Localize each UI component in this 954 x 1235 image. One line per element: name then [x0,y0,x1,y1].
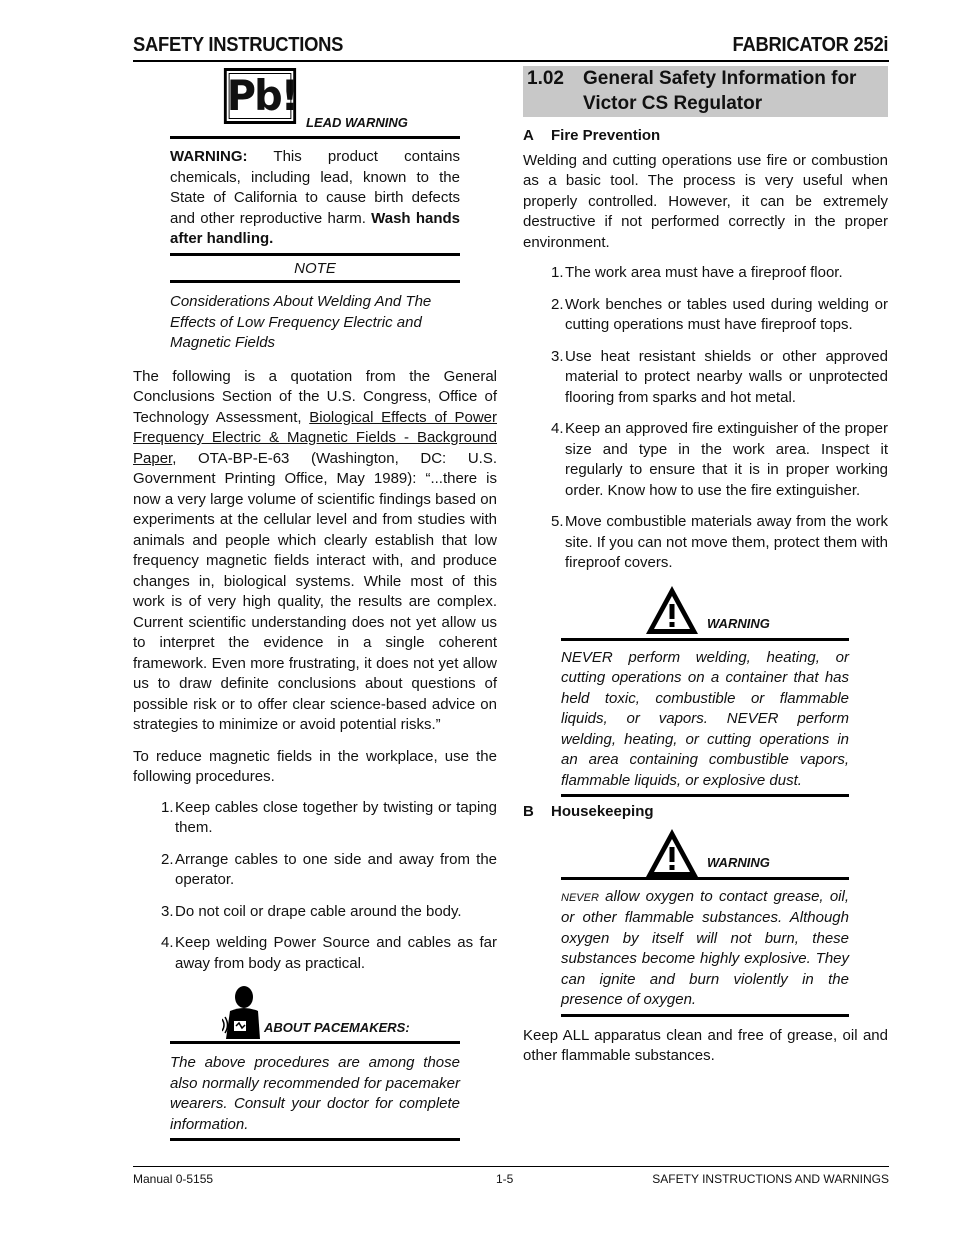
note-title: NOTE [294,259,336,277]
list-item: 2. Work benches or tables used during welding or cutting operations must have fireproof tops. [551,295,888,333]
divider [170,1138,460,1141]
pacemaker-box [170,983,460,1141]
housekeeping-warning-text: NEVER allow oxygen to contact grease, oil, or other flammable substances. Although oxygen by itself will not burn, these substances become highly explosive. They can ignite and burn violently in the presence of oxygen. [561,887,849,1008]
list-item: 4. Keep welding Power Source and cables as far away from body as practical. [161,934,497,972]
header-title-left: SAFETY INSTRUCTIONS [133,34,344,56]
housekeeping-warning-box [561,827,849,1017]
lead-warning-box [170,64,460,357]
reduce-intro: To reduce magnetic fields in the workplace, use the following procedures. [133,747,497,785]
list-item: 3. Use heat resistant shields or other approved material to protect nearby walls or unprotected flooring from sparks and hot metal. [551,347,888,406]
header-rule [133,60,889,62]
divider [561,1014,849,1017]
right-column [523,66,888,1067]
section-title: General Safety Information for Victor CS Regulator [583,68,857,114]
list-item: 1. Keep cables close together by twisting or taping them. [161,798,497,836]
reduce-procedures-list [133,798,497,975]
lead-pb-icon: Pb! [224,68,296,124]
lead-warning-text: WARNING: This product contains chemicals, including lead, known to the State of California to cause birth defects and other reproductive harm. Wash hands after handling. [170,148,460,247]
footer-page-number: 1-5 [496,1172,514,1186]
subsection-housekeeping-heading: B Housekeeping [523,803,654,820]
list-item: 5. Move combustible materials away from the work site. If you can not move them, protect them with fireproof covers. [551,513,888,571]
housekeeping-text: Keep ALL apparatus clean and free of grease, oil and other flammable substances. [523,1026,888,1064]
pacemaker-caption: ABOUT PACEMAKERS: [264,1019,410,1035]
list-item: 4. Keep an approved fire extinguisher of the proper size and type in the work area. Inspect it regularly to ensure that it is in proper working order. Know how to use the fire extinguisher. [551,420,888,499]
lead-warning-caption: LEAD WARNING [306,114,408,130]
note-text: Considerations About Welding And The Effects of Low Frequency Electric and Magnetic Fields [170,293,432,351]
pacemaker-person-icon [222,985,262,1039]
footer-manual-number: Manual 0-5155 [133,1172,214,1186]
header-title-right: FABRICATOR 252i [732,34,888,56]
list-item: 2. Arrange cables to one side and away from the operator. [161,850,497,888]
divider [561,794,849,797]
pacemaker-text: The above procedures are among those also normally recommended for pacemaker wearers. Consult your doctor for complete information. [170,1054,460,1133]
quotation-paragraph: The following is a quotation from the General Conclusions Section of the U.S. Congress, Office of Technology Assessment, Biological Effects of Power Frequency Electric & Magnetic Fields - Background Paper, OTA-BP-E-63 (Washington, DC: U.S. Government Printing Office, May 1989): “...there is now a very large volume of scientific findings based on experiments at the cellular level and from studies with animals and people which clearly establish that low frequency magnetic fields interact with, and produce changes in, biological systems. While most of this work is of very high quality, the results are complex. Current scientific understanding does not yet allow us to interpret the evidence in a single coherent framework. Even more frustrating, it does not yet allow us to draw definite conclusions about questions of possible risk or to offer clear science-based advice on strategies to minimize or avoid potential risks.” [133,367,497,733]
footer-rule [133,1166,889,1167]
section-heading [523,66,888,117]
cited-paper-title: Biological Effects of Power Frequency Electric & Magnetic Fields - Background Paper [133,408,497,467]
warning-triangle-icon [644,827,700,879]
list-item: 1. The work area must have a fireproof floor. [551,264,843,281]
list-item: 3. Do not coil or drape cable around the body. [161,902,462,920]
fire-intro: Welding and cutting operations use fire or combustion as a basic tool. The process is very useful when properly controlled. However, it can be extremely destructive if not performed correctly in the proper environment. [523,151,888,251]
fire-warning-box [561,584,849,798]
fire-warning-text: NEVER perform welding, heating, or cutting operations on a container that has held toxic, combustible or flammable liquids, or vapors. NEVER perform welding, heating, or cutting operations in an area containing combustible vapors, flammable liquids, or explosive dust. [561,648,849,789]
housekeeping-warning-caption: WARNING [707,855,770,870]
left-column [133,64,497,1141]
fire-prevention-list [523,263,888,574]
section-number: 1.02 [527,68,564,89]
warning-triangle-icon [644,584,700,636]
subsection-fire-heading: A Fire Prevention [523,127,661,144]
fire-warning-caption: WARNING [707,616,770,631]
footer-section-title: SAFETY INSTRUCTIONS AND WARNINGS [652,1172,889,1186]
lead-warning-label: WARNING: [170,148,248,165]
